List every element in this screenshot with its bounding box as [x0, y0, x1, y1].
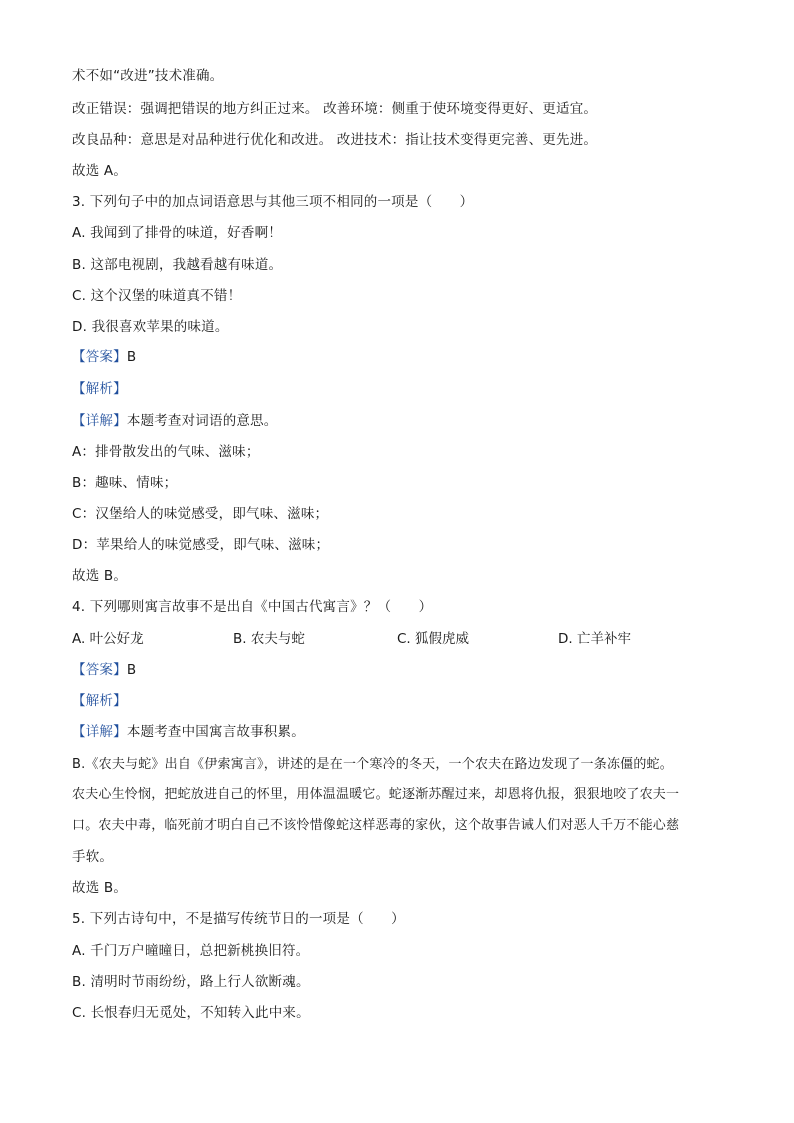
q3-detail: [72, 412, 278, 430]
question-3-text: 3. 下列句子中的加点词语意思与其他三项不相同的一项是（ ）: [72, 194, 474, 210]
q3-conclusion: 故选 B。: [72, 568, 128, 584]
q4-paragraph-line: B.《农夫与蛇》出自《伊索寓言》，讲述的是在一个寒冷的冬天，一个农夫在路边发现了一条冻僵的蛇。: [72, 757, 673, 772]
q5-option-c: C. 长恨春归无觅处，不知转入此中来。: [72, 1005, 310, 1021]
detail-text: 本题考查对词语的意思。: [126, 413, 278, 429]
q3-answer: [72, 348, 136, 366]
q5-option-a: A. 千门万户曈曈日，总把新桃换旧符。: [72, 943, 310, 959]
question-4-text: 4. 下列哪则寓言故事不是出自《中国古代寓言》？（ ）: [72, 599, 433, 615]
q4-answer: [72, 661, 136, 679]
q4-option-d: D. 亡羊补牢: [558, 631, 631, 647]
q3-option-d: D. 我很喜欢苹果的味道。: [72, 319, 229, 335]
detail-label: 【详解】: [72, 413, 127, 429]
conclusion-text: 故选 A。: [72, 163, 128, 179]
answer-value: B: [126, 349, 137, 365]
answer-label: 【答案】: [72, 349, 127, 365]
q4-analysis-label: 【解析】: [72, 693, 127, 709]
text-line: 改良品种：意思是对品种进行优化和改进。 改进技术：指让技术变得更完善、更先进。: [72, 132, 598, 148]
q5-option-b: B. 清明时节雨纷纷，路上行人欲断魂。: [72, 974, 310, 990]
q4-option-b: B. 农夫与蛇: [233, 631, 305, 647]
answer-label: 【答案】: [72, 662, 127, 678]
answer-value: B: [126, 662, 137, 678]
q3-option-a: A. 我闻到了排骨的味道，好香啊！: [72, 225, 282, 241]
q4-paragraph-line: 农夫心生怜悯，把蛇放进自己的怀里，用体温温暖它。蛇逐渐苏醒过来，却恩将仇报，狠狠地咬了农夫一: [72, 787, 680, 802]
q3-explanation-c: C：汉堡给人的味觉感受，即气味、滋味；: [72, 506, 329, 522]
q4-conclusion: 故选 B。: [72, 880, 128, 896]
q4-option-a: A. 叶公好龙: [72, 631, 144, 647]
detail-label: 【详解】: [72, 724, 127, 740]
text-line: 术不如“改进”技术准确。: [72, 68, 224, 84]
question-5-text: 5. 下列古诗句中，不是描写传统节日的一项是（ ）: [72, 911, 405, 927]
q4-option-c: C. 狐假虎威: [397, 631, 470, 647]
q3-explanation-b: B：趣味、情味；: [72, 475, 178, 491]
q4-paragraph-line: 手软。: [72, 849, 114, 865]
q4-detail: [72, 723, 305, 741]
q3-option-b: B. 这部电视剧，我越看越有味道。: [72, 257, 283, 273]
q3-analysis-label: 【解析】: [72, 381, 127, 397]
q3-option-c: C. 这个汉堡的味道真不错！: [72, 288, 242, 304]
q3-explanation-d: D：苹果给人的味觉感受，即气味、滋味；: [72, 537, 330, 553]
detail-text: 本题考查中国寓言故事积累。: [126, 724, 305, 740]
q4-paragraph-line: 口。农夫中毒，临死前才明白自己不该怜惜像蛇这样恶毒的家伙，这个故事告诫人们对恶人千万不能心慈: [72, 818, 680, 833]
text-line: 改正错误：强调把错误的地方纠正过来。 改善环境：侧重于使环境变得更好、更适宜。: [72, 101, 598, 117]
q3-explanation-a: A：排骨散发出的气味、滋味；: [72, 444, 260, 460]
